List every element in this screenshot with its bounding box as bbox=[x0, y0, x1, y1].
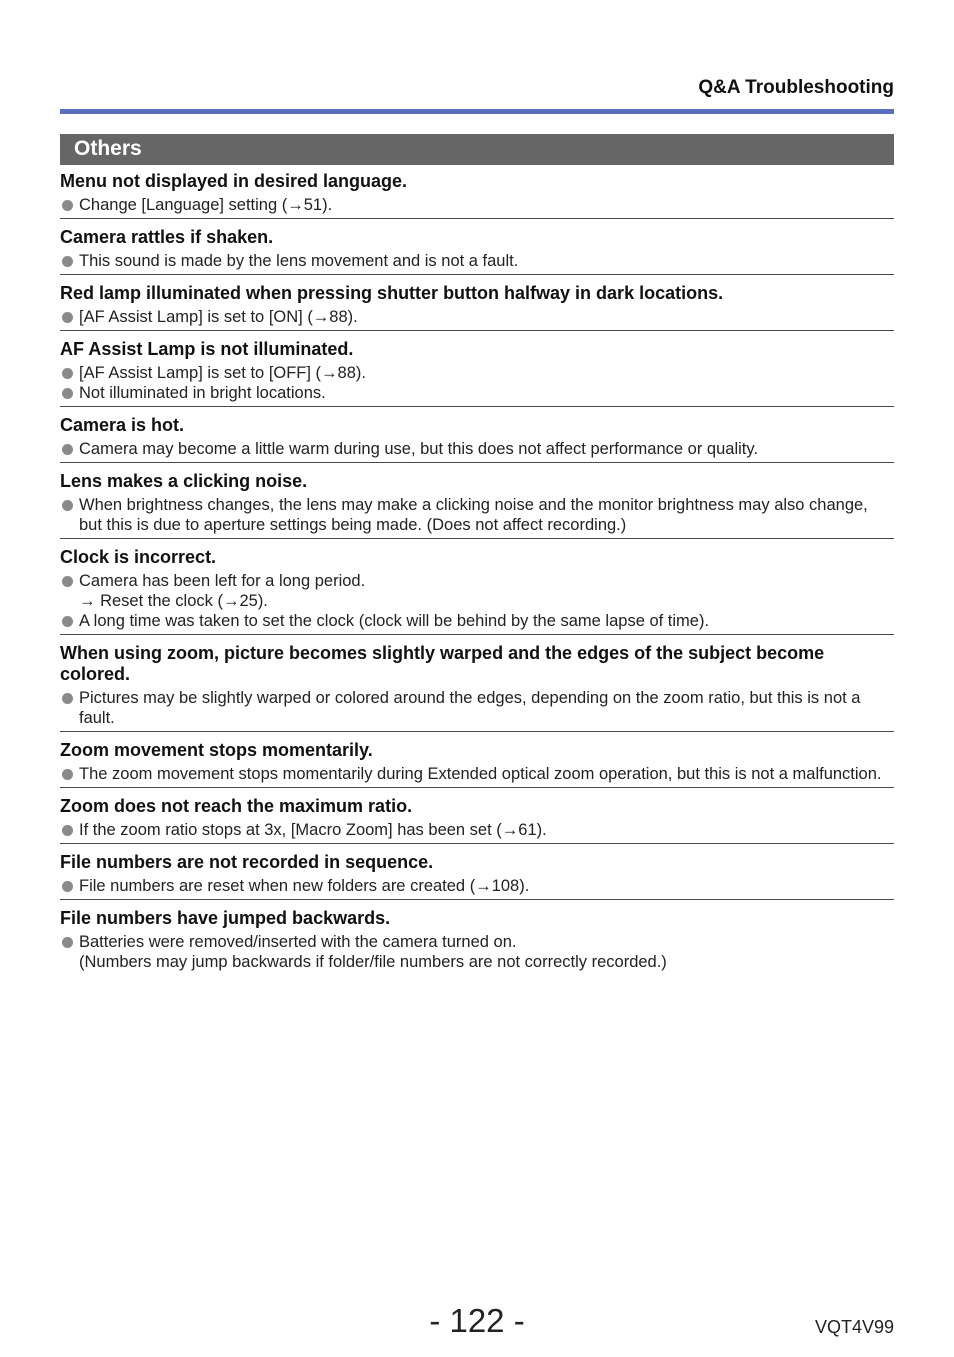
answer-bullet bbox=[60, 611, 894, 631]
bullet-dot-icon bbox=[62, 500, 73, 511]
question-heading: Red lamp illuminated when pressing shutter button halfway in dark locations. bbox=[60, 283, 724, 303]
answer-bullet bbox=[60, 688, 894, 728]
bullet-dot-icon bbox=[62, 368, 73, 379]
qa-item bbox=[60, 788, 894, 844]
bullet-dot-icon bbox=[62, 312, 73, 323]
answer-text: If the zoom ratio stops at 3x, [Macro Zoom] has been set (→61). bbox=[79, 821, 547, 839]
answer-text: When brightness changes, the lens may make a clicking noise and the monitor brightness may also change, but this is due to aperture settings being made. (Does not affect recording.) bbox=[79, 496, 868, 534]
document-code: VQT4V99 bbox=[814, 1317, 894, 1337]
answer-text: The zoom movement stops momentarily during Extended optical zoom operation, but this is not a malfunction. bbox=[79, 765, 882, 783]
bullet-dot-icon bbox=[62, 825, 73, 836]
qa-item bbox=[60, 732, 894, 788]
answer-text: Camera may become a little warm during use, but this does not affect performance or quality. bbox=[79, 440, 758, 458]
bullet-dot-icon bbox=[62, 444, 73, 455]
qa-item bbox=[60, 635, 894, 732]
qa-item bbox=[60, 407, 894, 463]
answer-subtext: → Reset the clock (→25). bbox=[79, 592, 268, 610]
answer-text: Not illuminated in bright locations. bbox=[79, 384, 326, 402]
answer-text: A long time was taken to set the clock (clock will be behind by the same lapse of time). bbox=[79, 612, 710, 630]
question-heading: Camera rattles if shaken. bbox=[60, 227, 274, 247]
question-heading: Menu not displayed in desired language. bbox=[60, 171, 408, 191]
answer-text: File numbers are reset when new folders are created (→108). bbox=[79, 877, 530, 895]
answer-text: Batteries were removed/inserted with the camera turned on. bbox=[79, 933, 517, 951]
troubleshooting-list bbox=[60, 170, 894, 975]
question-heading: AF Assist Lamp is not illuminated. bbox=[60, 339, 354, 359]
answer-text: Camera has been left for a long period. bbox=[79, 572, 366, 590]
question-heading: Zoom does not reach the maximum ratio. bbox=[60, 796, 413, 816]
qa-item bbox=[60, 219, 894, 275]
answer-bullet bbox=[60, 251, 894, 271]
bullet-dot-icon bbox=[62, 576, 73, 587]
answer-bullet bbox=[60, 820, 894, 840]
answer-text: [AF Assist Lamp] is set to [ON] (→88). bbox=[79, 308, 358, 326]
answer-bullet bbox=[60, 383, 894, 403]
answer-bullet bbox=[60, 307, 894, 327]
question-heading: Camera is hot. bbox=[60, 415, 185, 435]
section-bar bbox=[60, 134, 894, 165]
page-number: - 122 - bbox=[429, 1302, 525, 1339]
answer-bullet bbox=[60, 571, 894, 611]
bullet-dot-icon bbox=[62, 200, 73, 211]
answer-text: [AF Assist Lamp] is set to [OFF] (→88). bbox=[79, 364, 366, 382]
qa-item bbox=[60, 844, 894, 900]
question-heading: Lens makes a clicking noise. bbox=[60, 471, 308, 491]
qa-item bbox=[60, 900, 894, 975]
answer-text: Pictures may be slightly warped or colored around the edges, depending on the zoom ratio, but this is not a fault. bbox=[79, 689, 861, 727]
question-heading: When using zoom, picture becomes slightly warped and the edges of the subject become colored. bbox=[60, 643, 825, 684]
qa-item bbox=[60, 170, 894, 219]
answer-bullet bbox=[60, 363, 894, 383]
bullet-dot-icon bbox=[62, 769, 73, 780]
answer-bullet bbox=[60, 764, 894, 784]
question-heading: Clock is incorrect. bbox=[60, 547, 217, 567]
answer-bullet bbox=[60, 932, 894, 972]
bullet-dot-icon bbox=[62, 256, 73, 267]
question-heading: File numbers have jumped backwards. bbox=[60, 908, 391, 928]
header-rule bbox=[60, 109, 894, 114]
answer-bullet bbox=[60, 439, 894, 459]
question-heading: Zoom movement stops momentarily. bbox=[60, 740, 373, 760]
bullet-dot-icon bbox=[62, 881, 73, 892]
answer-text: Change [Language] setting (→51). bbox=[79, 196, 333, 214]
qa-item bbox=[60, 275, 894, 331]
qa-item bbox=[60, 463, 894, 539]
bullet-dot-icon bbox=[62, 388, 73, 399]
section-title: Others bbox=[74, 137, 142, 160]
bullet-dot-icon bbox=[62, 616, 73, 627]
answer-subtext: (Numbers may jump backwards if folder/file numbers are not correctly recorded.) bbox=[79, 953, 667, 971]
bullet-dot-icon bbox=[62, 693, 73, 704]
bullet-dot-icon bbox=[62, 937, 73, 948]
answer-bullet bbox=[60, 195, 894, 215]
qa-item bbox=[60, 331, 894, 407]
answer-text: This sound is made by the lens movement and is not a fault. bbox=[79, 252, 519, 270]
qa-item bbox=[60, 539, 894, 635]
answer-bullet bbox=[60, 876, 894, 896]
header-title: Q&A Troubleshooting bbox=[698, 77, 894, 98]
answer-bullet bbox=[60, 495, 894, 535]
question-heading: File numbers are not recorded in sequence. bbox=[60, 852, 434, 872]
